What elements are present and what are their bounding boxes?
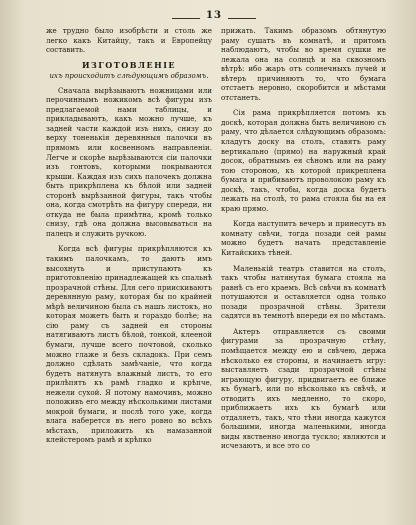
header-rule-left <box>172 18 200 19</box>
section-heading: ИЗГОТОВЛЕНІЕ <box>81 59 177 70</box>
header-rule-right <box>228 18 256 19</box>
paragraph: Когда всѣ фигуры прикрѣпляются къ такимъ палочкамъ, то даютъ имъ высохнуть и приступаютъ къ приготовленію принадлежащей къ спальнѣ прозрачной стѣны. Для сего приискиваютъ деревянную раму, которая бы по крайней мѣрѣ величиною была съ нашъ листокъ, но которая можетъ быть и гораздо болѣе; на сію раму съ задней ея стороны натягиваютъ листъ бѣлой, тонкой, клееной бумаги, лучше всего почтовой, сколько можно глаже и безъ складокъ. При семъ должно сдѣлать замѣчаніе, что когда будетъ натянутъ влажный листъ, то его прилѣпятъ къ рамѣ гладко и крѣпче, нежели сухой. Я потому намочивъ, можно положивъ его между нѣсколькими листами мокрой бумаги, и послѣ того уже, когда влага наберется въ него ровно во всѣхъ мѣстахъ, приложить къ намазанной клейстеромъ рамѣ и крѣпко <box>46 244 212 445</box>
paragraph: Сія рама прикрѣпляется потомъ къ доскѣ, которая должна быть величиною съ раму, что дѣлается слѣдующимъ образомъ: кладутъ доску на столъ, ставятъ раму вертикально (прямо) на наружный край досок, обратнымъ ея сѣномъ или на раму тою стороною, къ которой прикреплена бумага и прибиваютъ проволокою раму къ доскѣ, такъ, чтобы, когда доска будетъ лежать на столѣ, то рама стояла бы на ея краю прямо. <box>221 108 386 213</box>
paragraph: Когда наступитъ вечеръ и принесутъ въ комнату свѣчи, тогда позади сей рамы можно будетъ начать представленіе Китайскихъ тѣней. <box>221 219 386 258</box>
paragraph: Актеръ отправляется съ своими фигурами за прозрачную стѣну, помѣщается между ею и свѣчею, держа нѣсколько ея стороны, и начинаетъ игру: выставляетъ сзади прозрачной стѣны играющую фигуру, придвигаетъ ее ближе къ бумагѣ, или по нѣсколько къ свѣчѣ, и отводитъ ихъ медленно, то скоро, приближаетъ ихъ къ бумагѣ или отдаляетъ, такъ, что тѣни иногда кажутся большими, иногда маленькими, иногда виды явственно иногда тускло; являются и исчезаютъ, и все это со <box>221 326 386 451</box>
paragraph: прижать. Такимъ образомъ обтянутую раму сушатъ въ комнатѣ, и притомъ наблюдаютъ, чтобы во время сушки не лежала она на солнцѣ и на сквозномъ вѣтрѣ: ибо жаръ отъ солнечныхъ лучей и вѣтеръ причиняютъ то, что бумага отстаетъ неровно, скоробится и мѣстами отстанетъ. <box>221 26 386 102</box>
paragraph: Маленькій театръ ставится на столъ, такъ чтобы натянутая бумага стояла на равнѣ съ его краемъ. Всѣ свѣчи въ комнатѣ потушаются и оставляется одна только позади прозрачной стѣны. Зрители садятся въ темнотѣ впереди ея по мѣстамъ. <box>221 263 386 321</box>
left-column <box>46 26 212 445</box>
right-column <box>221 26 386 451</box>
page-number: 13 <box>206 10 222 21</box>
intro-paragraph: же трудно было изобрѣсти и столь же легко какъ Китайцу, такъ и Европейцу составить. <box>46 26 212 55</box>
section-subheading: ихъ происходитъ слѣдующимъ образомъ. <box>49 72 209 81</box>
paragraph: Сначала вырѣзываютъ ножницами или перочиннымъ ножикомъ всѣ фигуры изъ предлагаемой нами таблицы, и прикладываютъ, какъ можно лучше, къ задней части каждой изъ нихъ, снизу до верху тоненькія деревянныя палочки въ прямомъ или косвенномъ направленіи. Легче и скорѣе вырѣзываются сіи палочки изъ гонтовъ, которыми покрываются крыши. Каждая изъ сихъ палочекъ должна быть прикрѣплена къ бѣлой или задней сторонѣ вырѣзанной фигуры, такъ чтобы она, когда смотрѣть на фигуру спереди, ни откуда не была примѣтна, кромѣ только снизу, гдѣ она должна высовываться на палецъ и служить ручкою. <box>46 85 212 238</box>
page-header <box>0 10 416 24</box>
